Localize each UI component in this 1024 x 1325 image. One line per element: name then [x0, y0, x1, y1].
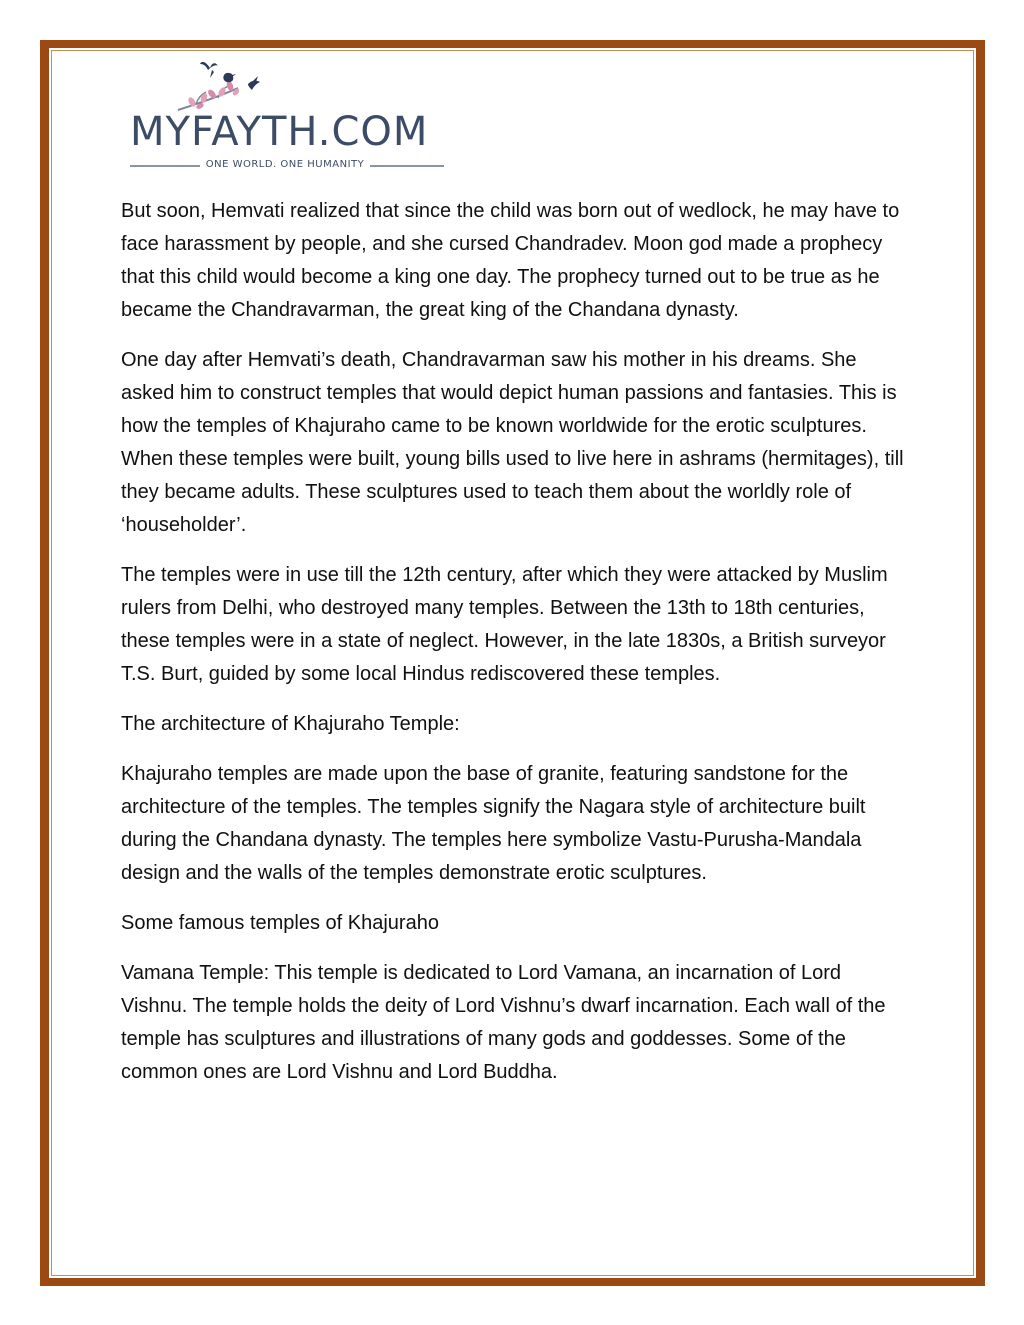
paragraph-architecture: Khajuraho temples are made upon the base of granite, featuring sandstone for the architecture of the temples. The temples signify the Nagara style of architecture built during the Chandana dynasty. The temples here symbolize Vastu-Purusha-Mandala design and the walls of the temples demonstrate erotic sculptures. [121, 763, 866, 884]
logo-tagline-text: ONE WORLD. ONE HUMANITY [200, 159, 371, 170]
section-heading-architecture: The architecture of Khajuraho Temple: [121, 713, 460, 735]
paragraph-hemvati-curse: But soon, Hemvati realized that since the child was born out of wedlock, he may have to face harassment by people, and she cursed Chandradev. Moon god made a prophecy that this child would become a king one day. The prophecy turned out to be true as he became the Chandravarman, the great king of the Chandana dynasty. [121, 200, 900, 321]
logo-tagline [126, 158, 444, 172]
paragraph-temple-history: The temples were in use till the 12th century, after which they were attacked by Muslim rulers from Delhi, who destroyed many temples. Between the 13th to 18th centuries, these temples were in a state of neglect. However, in the late 1830s, a British surveyor T.S. Burt, guided by some local Hindus rediscovered these temples. [121, 564, 888, 685]
logo-wordmark: MYFAYTH.COM [130, 109, 429, 155]
document-body [121, 195, 911, 1106]
paragraph-vamana-temple: Vamana Temple: This temple is dedicated to Lord Vamana, an incarnation of Lord Vishnu. The temple holds the deity of Lord Vishnu’s dwarf incarnation. Each wall of the temple has sculptures and illustrations of many gods and goddesses. Some of the common ones are Lord Vishnu and Lord Buddha. [121, 962, 886, 1083]
site-logo [126, 58, 452, 176]
section-heading-famous-temples: Some famous temples of Khajuraho [121, 912, 439, 934]
paragraph-chandravarman-dream: One day after Hemvati’s death, Chandravarman saw his mother in his dreams. She asked him to construct temples that would depict human passions and fantasies. This is how the temples of Khajuraho came to be known worldwide for the erotic sculptures. When these temples were built, young bills used to live here in ashrams (hermitages), till they became adults. These sculptures used to teach them about the worldly role of ‘householder’. [121, 349, 904, 536]
